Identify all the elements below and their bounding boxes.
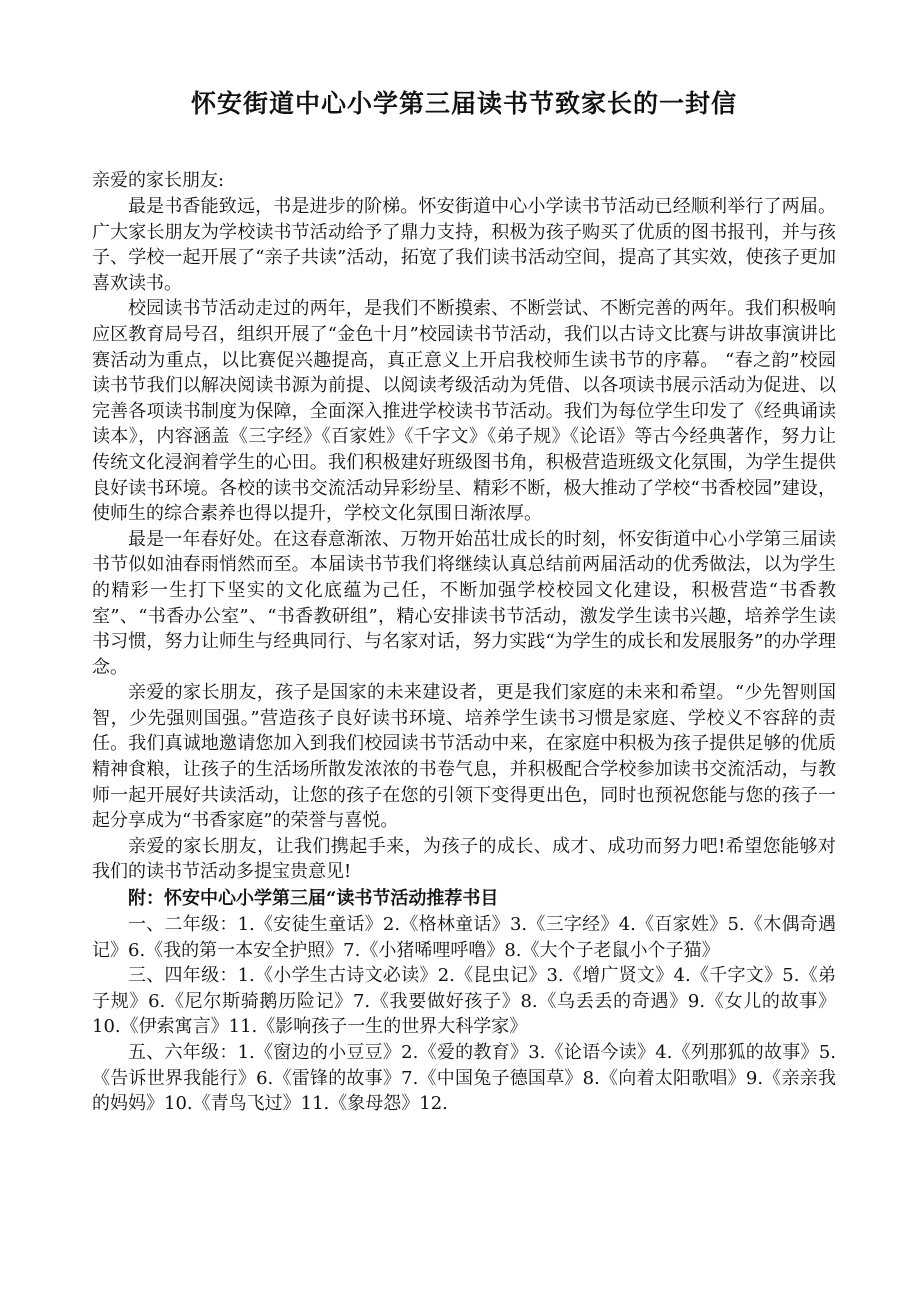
appendix-heading: 附：怀安中心小学第三届“读书节活动推荐书目 (128, 888, 499, 910)
book-list-grade-3-4: 三、四年级：1.《小学生古诗文必读》2.《昆虫记》3.《增广贤文》4.《千字文》5.《弟子规》6.《尼尔斯骑鹅历险记》7.《我要做好孩子》8.《乌丢丢的奇遇》9.《女儿的故事》10.《伊索寓言》11.《影响孩子一生的世界大科学家》 (92, 965, 836, 1038)
paragraph-history: 校园读书节活动走过的两年，是我们不断摸索、不断尝试、不断完善的两年。我们积极响应区教育局号召，组织开展了“金色十月”校园读书节活动，我们以古诗文比赛与讲故事演讲比赛活动为重点，以比赛促兴趣提高，真正意义上开启我校师生读书节的序幕。 “春之韵”校园读书节我们以解决阅读书源为前提、以阅读考级活动为凭借、以各项读书展示活动为促进、以完善各项读书制度为保障，全面深入推进学校读书节活动。我们为每位学生印发了《经典诵读读本》，内容涵盖《三字经》《百家姓》《千字文》《弟子规》《论语》等古今经典著作，努力让传统文化浸润着学生的心田。我们积极建好班级图书角，积极营造班级文化氛围，为学生提供良好读书环境。各校的读书交流活动异彩纷呈、精彩不断，极大推动了学校“书香校园”建设，使师生的综合素养也得以提升，学校文化氛围日渐浓厚。 (92, 298, 836, 525)
paragraph-closing: 亲爱的家长朋友，让我们携起手来，为孩子的成长、成才、成功而努力吧!希望您能够对我们的读书节活动多提宝贵意见! (92, 835, 836, 883)
book-list-grade-5-6: 五、六年级：1.《窗边的小豆豆》2.《爱的教育》3.《论语今读》4.《列那狐的故事》5.《告诉世界我能行》6.《雷锋的故事》7.《中国兔子德国草》8.《向着太阳歌唱》9.《亲亲我的妈妈》10.《青鸟飞过》11.《象母怨》12. (92, 1042, 836, 1115)
book-list-grade-1-2: 一、二年级：1.《安徒生童话》2.《格林童话》3.《三字经》4.《百家姓》5.《木偶奇遇记》6.《我的第一本安全护照》7.《小猪唏哩呼噜》8.《大个子老鼠小个子猫》 (92, 914, 836, 961)
paragraph-invitation: 亲爱的家长朋友，孩子是国家的未来建设者，更是我们家庭的未来和希望。“少先智则国智，少先强则国强。”营造孩子良好读书环境、培养学生读书习惯是家庭、学校义不容辞的责任。我们真诚地邀请您加入到我们校园读书节活动中来，在家庭中积极为孩子提供足够的优质精神食粮，让孩子的生活场所散发浓浓的书卷气息，并积极配合学校参加读书交流活动，与教师一起开展好共读活动，让您的孩子在您的引领下变得更出色，同时也预祝您能与您的孩子一起分享成为“书香家庭”的荣誉与喜悦。 (92, 682, 836, 832)
salutation: 亲爱的家长朋友: (92, 170, 225, 191)
paragraph-third-festival: 最是一年春好处。在这春意渐浓、万物开始茁壮成长的时刻，怀安街道中心小学第三届读书节似如油春雨悄然而至。本届读书节我们将继续认真总结前两届活动的优秀做法，以为学生的精彩一生打下坚实的文化底蕴为己任，不断加强学校校园文化建设，积极营造“书香教室”、“书香办公室”、“书香教研组”，精心安排读书节活动，激发学生读书兴趣，培养学生读书习惯，努力让师生与经典同行、与名家对话，努力实践“为学生的成长和发展服务”的办学理念。 (92, 528, 836, 678)
letter-page (92, 84, 836, 1117)
paragraph-intro: 最是书香能致远，书是进步的阶梯。怀安街道中心小学读书节活动已经顺利举行了两届。广大家长朋友为学校读书节活动给予了鼎力支持，积极为孩子购买了优质的图书报刊，并与孩子、学校一起开展了“亲子共读”活动，拓宽了我们读书活动空间，提高了其实效，使孩子更加喜欢读书。 (92, 196, 836, 294)
page-title: 怀安街道中心小学第三届读书节致家长的一封信 (190, 89, 737, 118)
